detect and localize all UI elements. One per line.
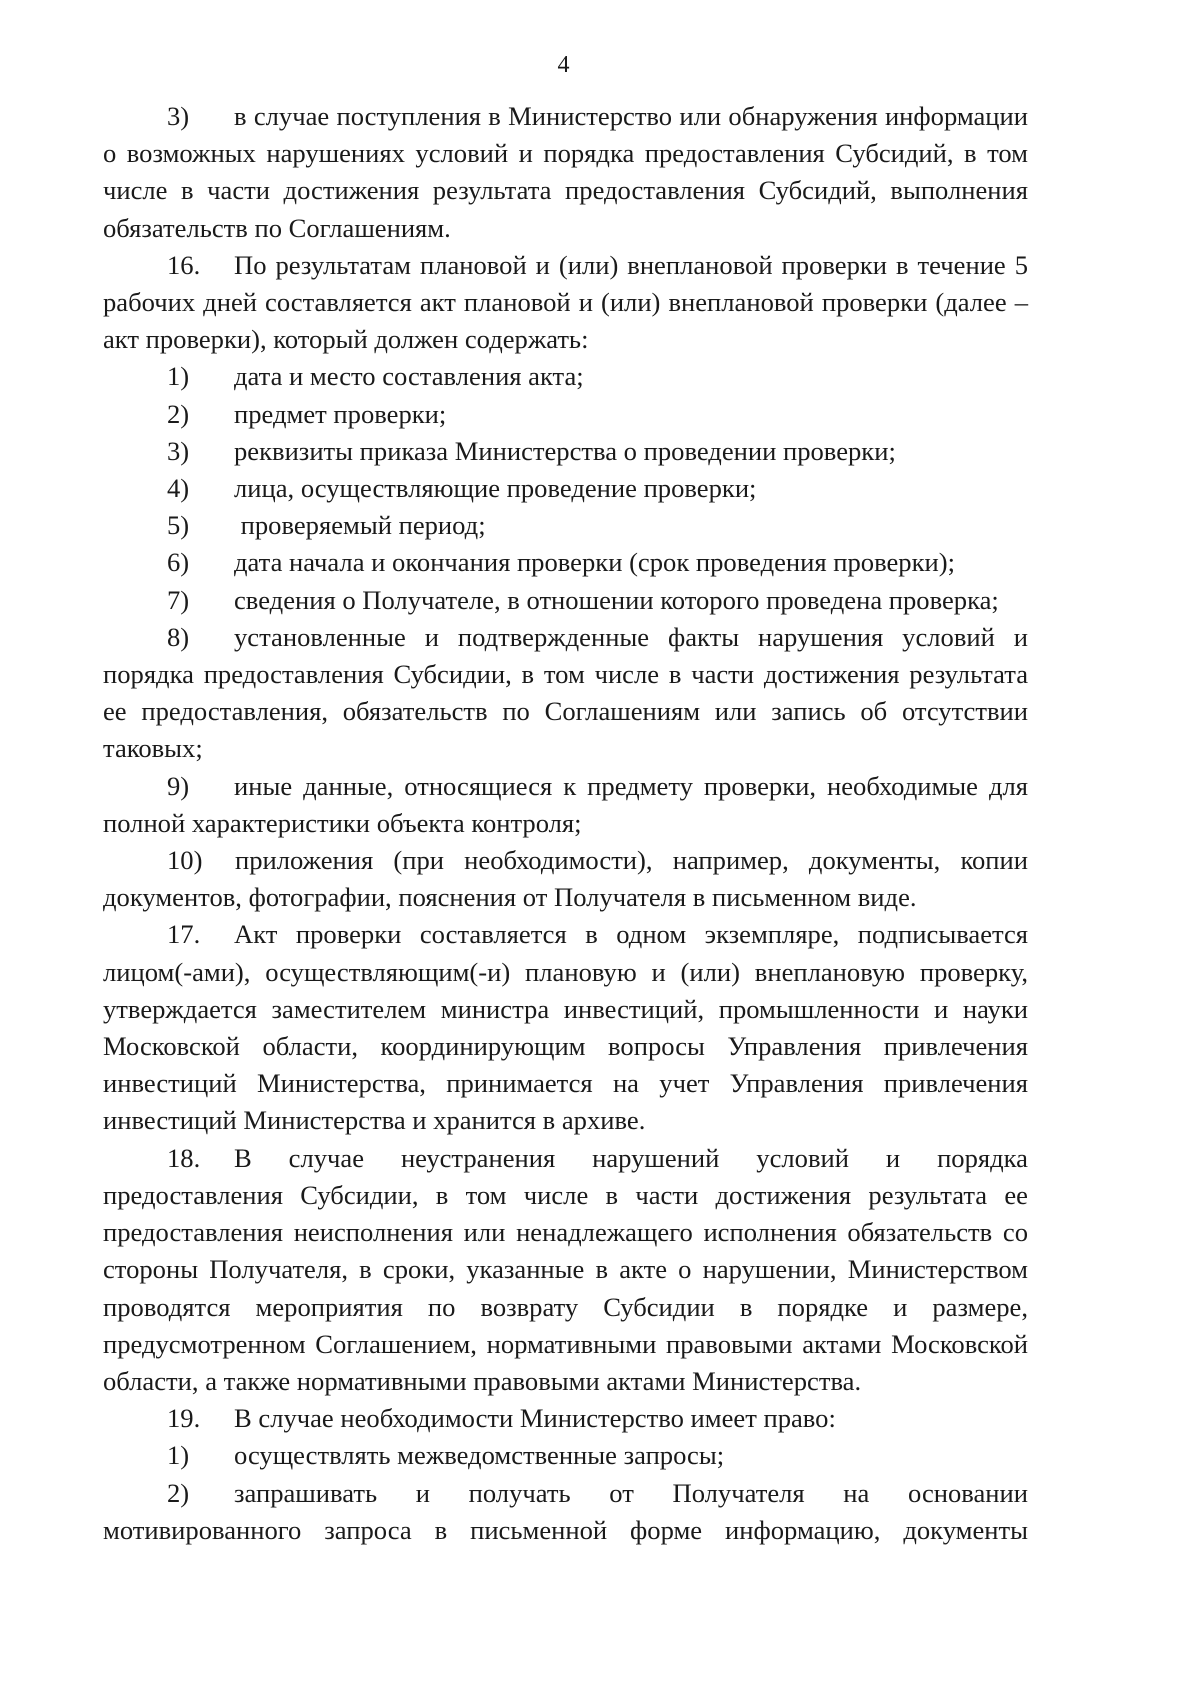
paragraph-item xyxy=(103,1400,1028,1437)
paragraph-item xyxy=(103,358,1028,395)
paragraph-item xyxy=(103,433,1028,470)
item-text: сведения о Получателе, в отношении которого проведена проверка; xyxy=(234,584,999,615)
paragraph-item xyxy=(103,1475,1028,1549)
item-text: предмет проверки; xyxy=(234,398,447,429)
item-text: В случае необходимости Министерство имеет право: xyxy=(234,1403,836,1434)
item-number: 10) xyxy=(167,845,203,876)
item-number: 3) xyxy=(167,435,190,466)
item-number: 5) xyxy=(167,510,190,541)
item-number: 2) xyxy=(167,1477,190,1508)
item-number: 8) xyxy=(167,621,190,652)
item-text: В случае неустранения нарушений условий и порядка предоставления Субсидии, в том числе в части достижения результата ее предоставления неисполнения или ненадлежащего исполнения обязательств со стороны Получателя, в сроки, указанные в акте о нарушении, Министерством проводятся мероприятия по возврату Субсидии в порядке и размере, предусмотренном Соглашением, нормативными правовыми актами Московской области, а также нормативными правовыми актами Министерства. xyxy=(103,1142,1028,1396)
item-number: 16. xyxy=(167,249,201,280)
paragraph-item xyxy=(103,768,1028,842)
paragraph-item xyxy=(103,582,1028,619)
item-text: проверяемый период; xyxy=(234,510,486,541)
item-number: 1) xyxy=(167,361,190,392)
paragraph-item xyxy=(103,842,1028,916)
paragraph-item xyxy=(103,619,1028,768)
paragraph-item xyxy=(103,247,1028,359)
paragraph-item xyxy=(103,916,1028,1139)
item-text: дата и место составления акта; xyxy=(234,361,584,392)
item-text: Акт проверки составляется в одном экземпляре, подписывается лицом(-ами), осуществляющим(-и) плановую и (или) внеплановую проверку, утверждается заместителем министра инвестиций, промышленности и науки Московской области, координирующим вопросы Управления привлечения инвестиций Министерства, принимается на учет Управления привлечения инвестиций Министерства и хранится в архиве. xyxy=(103,919,1028,1136)
page-number: 4 xyxy=(557,52,570,78)
paragraph-item xyxy=(103,470,1028,507)
item-text: иные данные, относящиеся к предмету проверки, необходимые для полной характеристики объекта контроля; xyxy=(103,770,1028,838)
item-text: приложения (при необходимости), например, документы, копии документов, фотографии, пояснения от Получателя в письменном виде. xyxy=(103,845,1028,913)
document-body xyxy=(103,98,1028,1549)
item-number: 19. xyxy=(167,1403,201,1434)
paragraph-item xyxy=(103,396,1028,433)
paragraph-item xyxy=(103,544,1028,581)
item-text: По результатам плановой и (или) внеплановой проверки в течение 5 рабочих дней составляется акт плановой и (или) внеплановой проверки (далее – акт проверки), который должен содержать: xyxy=(103,249,1028,355)
item-number: 3) xyxy=(167,101,190,131)
item-text: установленные и подтвержденные факты нарушения условий и порядка предоставления Субсидии, в том числе в части достижения результата ее предоставления, обязательств по Соглашениям или запись об отсутствии таковых; xyxy=(103,621,1028,764)
item-text: реквизиты приказа Министерства о проведении проверки; xyxy=(234,435,896,466)
item-number: 7) xyxy=(167,584,190,615)
item-text: запрашивать и получать от Получателя на основании мотивированного запроса в письменной форме информацию, документы xyxy=(103,1477,1028,1545)
paragraph-item xyxy=(103,1437,1028,1474)
paragraph-item xyxy=(103,507,1028,544)
item-number: 18. xyxy=(167,1142,201,1173)
paragraph-item xyxy=(103,98,1028,247)
item-text: дата начала и окончания проверки (срок проведения проверки); xyxy=(234,547,955,578)
item-number: 1) xyxy=(167,1440,190,1471)
item-number: 4) xyxy=(167,473,190,504)
item-number: 9) xyxy=(167,770,190,801)
item-number: 17. xyxy=(167,919,201,950)
item-number: 2) xyxy=(167,398,190,429)
item-text: в случае поступления в Министерство или обнаружения информации о возможных нарушениях условий и порядка предоставления Субсидий, в том числе в части достижения результата предоставления Субсидий, выполнения обязательств по Соглашениям. xyxy=(103,101,1028,243)
item-text: лица, осуществляющие проведение проверки; xyxy=(234,473,757,504)
item-text: осуществлять межведомственные запросы; xyxy=(234,1440,725,1471)
item-number: 6) xyxy=(167,547,190,578)
paragraph-item xyxy=(103,1140,1028,1400)
